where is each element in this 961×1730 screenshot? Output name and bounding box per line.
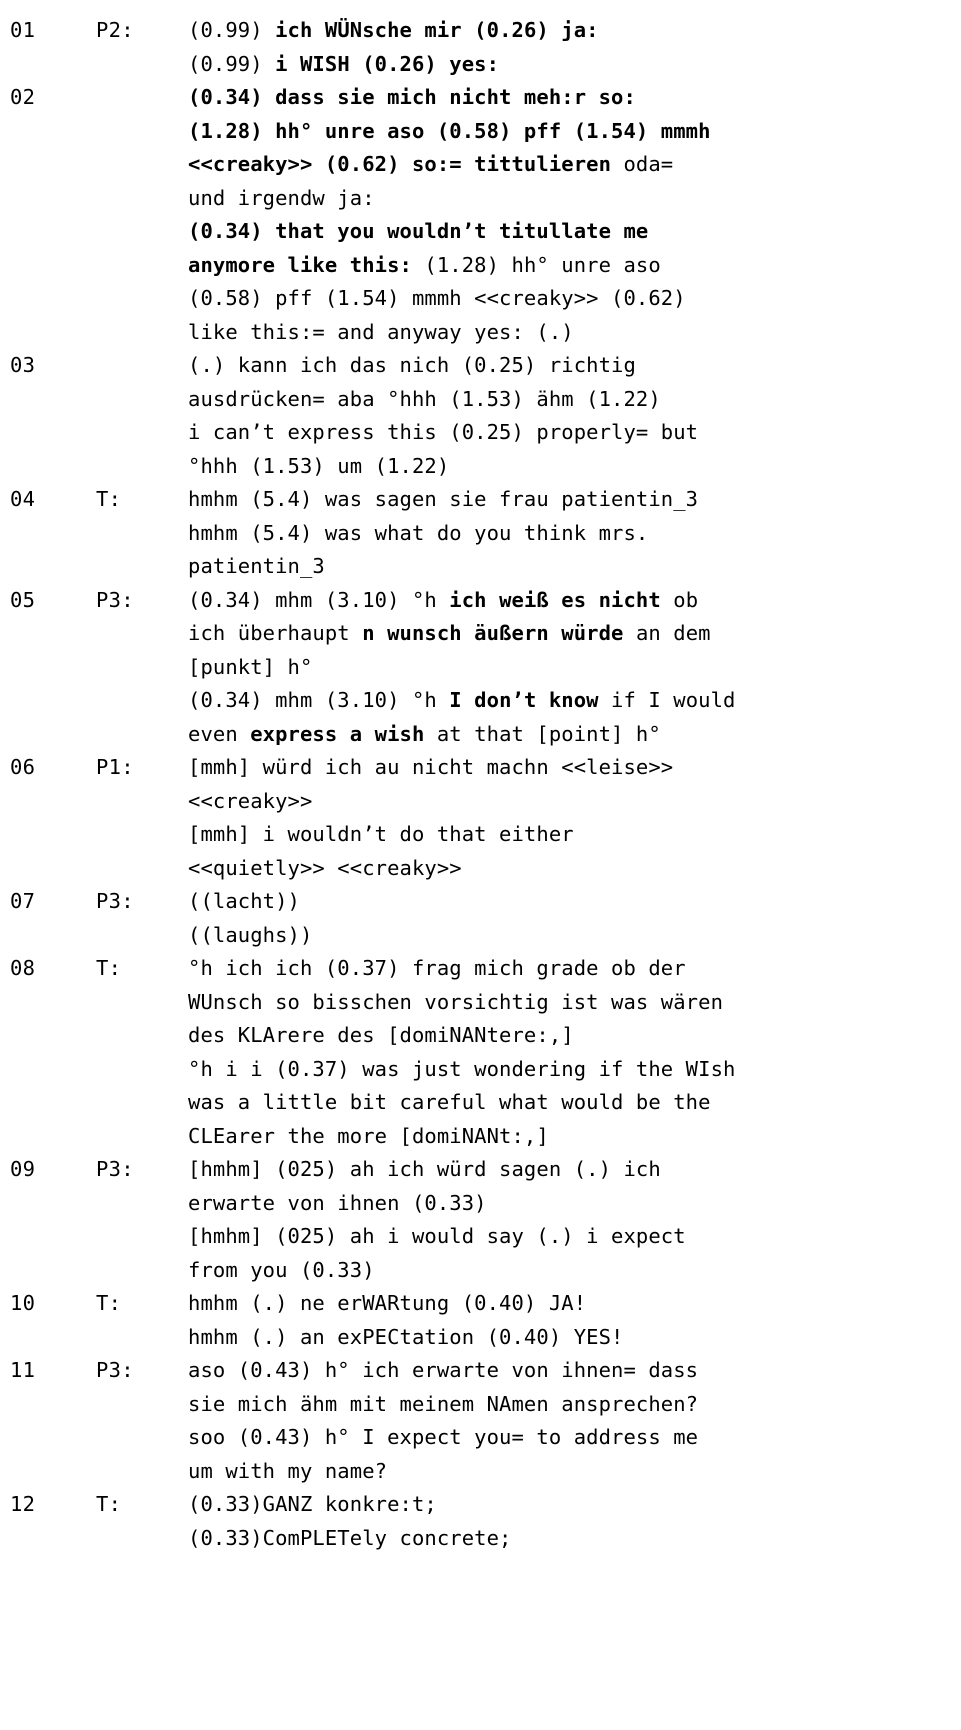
transcript-turn	[10, 1488, 951, 1555]
transcript-line	[188, 1354, 951, 1388]
transcript-segment: ((laughs))	[188, 922, 313, 947]
turn-text	[188, 1153, 951, 1287]
transcript-segment: [mmh] würd ich au nicht machn <<leise>>	[188, 755, 674, 779]
transcript-line	[188, 919, 951, 953]
turn-number: 01	[10, 18, 36, 42]
transcript-segment: like this:= and anyway yes: (.)	[188, 319, 574, 344]
turn-text	[188, 751, 951, 885]
transcript-segment: soo (0.43) h° I expect you= to address me	[188, 1425, 699, 1449]
turn-speaker: P3:	[96, 587, 134, 612]
transcript-turn	[10, 483, 951, 584]
transcript-line	[188, 81, 951, 115]
transcript-segment: hmhm (5.4) was what do you think mrs.	[188, 520, 649, 545]
turn-number: 04	[10, 487, 36, 511]
transcript-segment: (0.33)ComPLETely concrete;	[188, 1525, 512, 1550]
transcript-segment: ausdrücken= aba °hhh (1.53) ähm (1.22)	[188, 386, 661, 411]
transcript-line	[188, 215, 951, 249]
transcript-line	[188, 349, 951, 383]
transcript-segment-emphasis: (0.34) that you wouldn’t titullate me	[188, 219, 649, 243]
transcript-segment: hmhm (5.4) was sagen sie frau patientin_3	[188, 487, 699, 511]
transcript-segment: aso (0.43) h° ich erwarte von ihnen= dass	[188, 1358, 699, 1382]
transcript-turn	[10, 1153, 951, 1287]
turn-number: 07	[10, 889, 36, 913]
transcript-line	[188, 1522, 951, 1556]
transcript-line	[188, 1019, 951, 1053]
transcript-line	[188, 751, 951, 785]
transcript-segment-emphasis: ich weiß es nicht	[449, 587, 661, 612]
transcript-line	[188, 852, 951, 886]
transcript-segment: [mmh] i wouldn’t do that either	[188, 822, 574, 846]
transcript-turn	[10, 751, 951, 885]
turn-text	[188, 584, 951, 752]
transcript-turn	[10, 349, 951, 483]
transcript-segment: um with my name?	[188, 1458, 388, 1483]
transcript-segment: (0.99)	[188, 18, 276, 42]
transcript-segment: even	[188, 721, 251, 746]
transcript-line	[188, 1120, 951, 1154]
transcript-segment: an dem	[623, 621, 711, 645]
transcript-line	[188, 1488, 951, 1522]
transcript-segment: °h ich ich (0.37) frag mich grade ob der	[188, 956, 686, 980]
transcript-line	[188, 1187, 951, 1221]
transcript-line	[188, 684, 951, 718]
transcript-segment-emphasis: anymore like this:	[188, 252, 412, 277]
transcript-line	[188, 785, 951, 819]
turn-text	[188, 349, 951, 483]
transcript-segment: oda=	[623, 152, 674, 176]
transcript-line	[188, 1053, 951, 1087]
transcript-segment: °h i i (0.37) was just wondering if the WIsh	[188, 1056, 736, 1081]
transcript-line	[188, 249, 951, 283]
transcript-segment-emphasis: n wunsch äußern würde	[362, 621, 624, 645]
transcript-segment: (0.33)GANZ konkre:t;	[188, 1492, 437, 1516]
turn-number: 11	[10, 1358, 36, 1382]
turn-number: 05	[10, 587, 36, 612]
transcript-segment: if I would	[598, 688, 736, 712]
transcript-segment-emphasis: i WISH (0.26) yes:	[275, 51, 500, 76]
transcript-segment: hmhm (.) an exPECtation (0.40) YES!	[188, 1324, 624, 1349]
transcript-line	[188, 885, 951, 919]
turn-speaker: P3:	[96, 889, 134, 913]
turn-number: 02	[10, 85, 36, 109]
transcript-line	[188, 182, 951, 216]
transcript-segment: <<quietly>> <<creaky>>	[188, 855, 462, 880]
transcript-segment: (0.58) pff (1.54) mmmh <<creaky>> (0.62)	[188, 286, 686, 310]
transcript-line	[188, 584, 951, 618]
transcript-segment-emphasis: ich WÜNsche mir (0.26) ja:	[275, 18, 599, 42]
transcript-line	[188, 818, 951, 852]
transcript-line	[188, 550, 951, 584]
transcript-line	[188, 1220, 951, 1254]
transcript-segment: was a little bit careful what would be the	[188, 1090, 711, 1114]
transcript-line	[188, 1321, 951, 1355]
transcript-segment: des KLArere des [domiNANtere:,]	[188, 1023, 574, 1047]
transcript-line	[188, 1086, 951, 1120]
transcript-segment: (0.34) mhm (3.10) °h	[188, 688, 450, 712]
transcript-line	[188, 416, 951, 450]
transcript-segment: und irgendw ja:	[188, 185, 375, 210]
transcript-segment: (0.34) mhm (3.10) °h	[188, 587, 450, 612]
turn-speaker: P3:	[96, 1358, 134, 1382]
turn-speaker: T:	[96, 956, 122, 980]
transcript-turn	[10, 584, 951, 752]
transcript-segment: at that [point] h°	[424, 721, 661, 746]
transcript-line	[188, 1421, 951, 1455]
transcript-line	[188, 1287, 951, 1321]
turn-speaker: P3:	[96, 1157, 134, 1181]
turn-speaker: P2:	[96, 18, 134, 42]
transcript-segment: ((lacht))	[188, 889, 300, 913]
transcript-segment: [hmhm] (025) ah i would say (.) i expect	[188, 1224, 686, 1248]
transcript-line	[188, 115, 951, 149]
transcript-line	[188, 483, 951, 517]
transcript-segment: (.) kann ich das nich (0.25) richtig	[188, 353, 636, 377]
turn-text	[188, 952, 951, 1153]
turn-text	[188, 1488, 951, 1555]
turn-speaker: P1:	[96, 755, 134, 779]
turn-number: 12	[10, 1492, 36, 1516]
transcript-segment-emphasis: (0.34) dass sie mich nicht meh:r so:	[188, 85, 636, 109]
transcript-turn	[10, 1287, 951, 1354]
transcript-segment-emphasis: I don’t know	[449, 688, 599, 712]
transcript-segment: CLEarer the more [domiNANt:,]	[188, 1123, 549, 1148]
transcript-line	[188, 316, 951, 350]
turn-text	[188, 1287, 951, 1354]
transcript-segment: i can’t express this (0.25) properly= but	[188, 420, 699, 444]
transcript-segment: patientin_3	[188, 554, 325, 578]
transcript-segment: (0.99)	[188, 51, 276, 76]
transcript-turn	[10, 952, 951, 1153]
transcript-segment: (1.28) hh° unre aso	[411, 252, 661, 277]
turn-text	[188, 81, 951, 349]
transcript-turn	[10, 1354, 951, 1488]
transcript-segment: <<creaky>>	[188, 788, 313, 813]
turn-speaker: T:	[96, 487, 122, 511]
transcript-line	[188, 1153, 951, 1187]
turn-text	[188, 1354, 951, 1488]
turn-number: 09	[10, 1157, 36, 1181]
transcript-turn	[10, 81, 951, 349]
transcript-segment: erwarte von ihnen (0.33)	[188, 1190, 487, 1215]
transcript-segment: [punkt] h°	[188, 654, 313, 679]
transcript-line	[188, 1455, 951, 1489]
transcript-line	[188, 450, 951, 484]
transcript-line	[188, 718, 951, 752]
transcript-segment: °hhh (1.53) um (1.22)	[188, 453, 450, 478]
transcript-line	[188, 1388, 951, 1422]
transcript-line	[188, 48, 951, 82]
turn-number: 06	[10, 755, 36, 779]
transcript-line	[188, 517, 951, 551]
transcript-segment: WUnsch so bisschen vorsichtig ist was wären	[188, 989, 724, 1014]
turn-speaker: T:	[96, 1492, 122, 1516]
transcript-segment: sie mich ähm mit meinem NAmen ansprechen?	[188, 1391, 699, 1416]
transcript-segment: [hmhm] (025) ah ich würd sagen (.) ich	[188, 1157, 661, 1181]
transcript-segment-emphasis: <<creaky>> (0.62) so:= tittulieren	[188, 152, 624, 176]
transcript-segment: hmhm (.) ne erWARtung (0.40) JA!	[188, 1291, 587, 1315]
transcript-line	[188, 617, 951, 651]
transcript-segment: from you (0.33)	[188, 1257, 375, 1282]
transcript-line	[188, 148, 951, 182]
turn-text	[188, 885, 951, 952]
transcript-line	[188, 952, 951, 986]
transcript-line	[188, 651, 951, 685]
transcript-line	[188, 383, 951, 417]
transcript-segment: ob	[660, 587, 699, 612]
turn-text	[188, 483, 951, 584]
turn-number: 08	[10, 956, 36, 980]
turn-number: 10	[10, 1291, 36, 1315]
transcript-segment-emphasis: (1.28) hh° unre aso (0.58) pff (1.54) mmmh	[188, 118, 711, 143]
transcript-line	[188, 1254, 951, 1288]
transcript-line	[188, 14, 951, 48]
transcript-segment: ich überhaupt	[188, 621, 363, 645]
transcript-line	[188, 282, 951, 316]
transcript-turn	[10, 14, 951, 81]
transcript-segment-emphasis: express a wish	[250, 721, 425, 746]
transcript-turn	[10, 885, 951, 952]
turn-number: 03	[10, 353, 36, 377]
transcript-line	[188, 986, 951, 1020]
turn-text	[188, 14, 951, 81]
turn-speaker: T:	[96, 1291, 122, 1315]
